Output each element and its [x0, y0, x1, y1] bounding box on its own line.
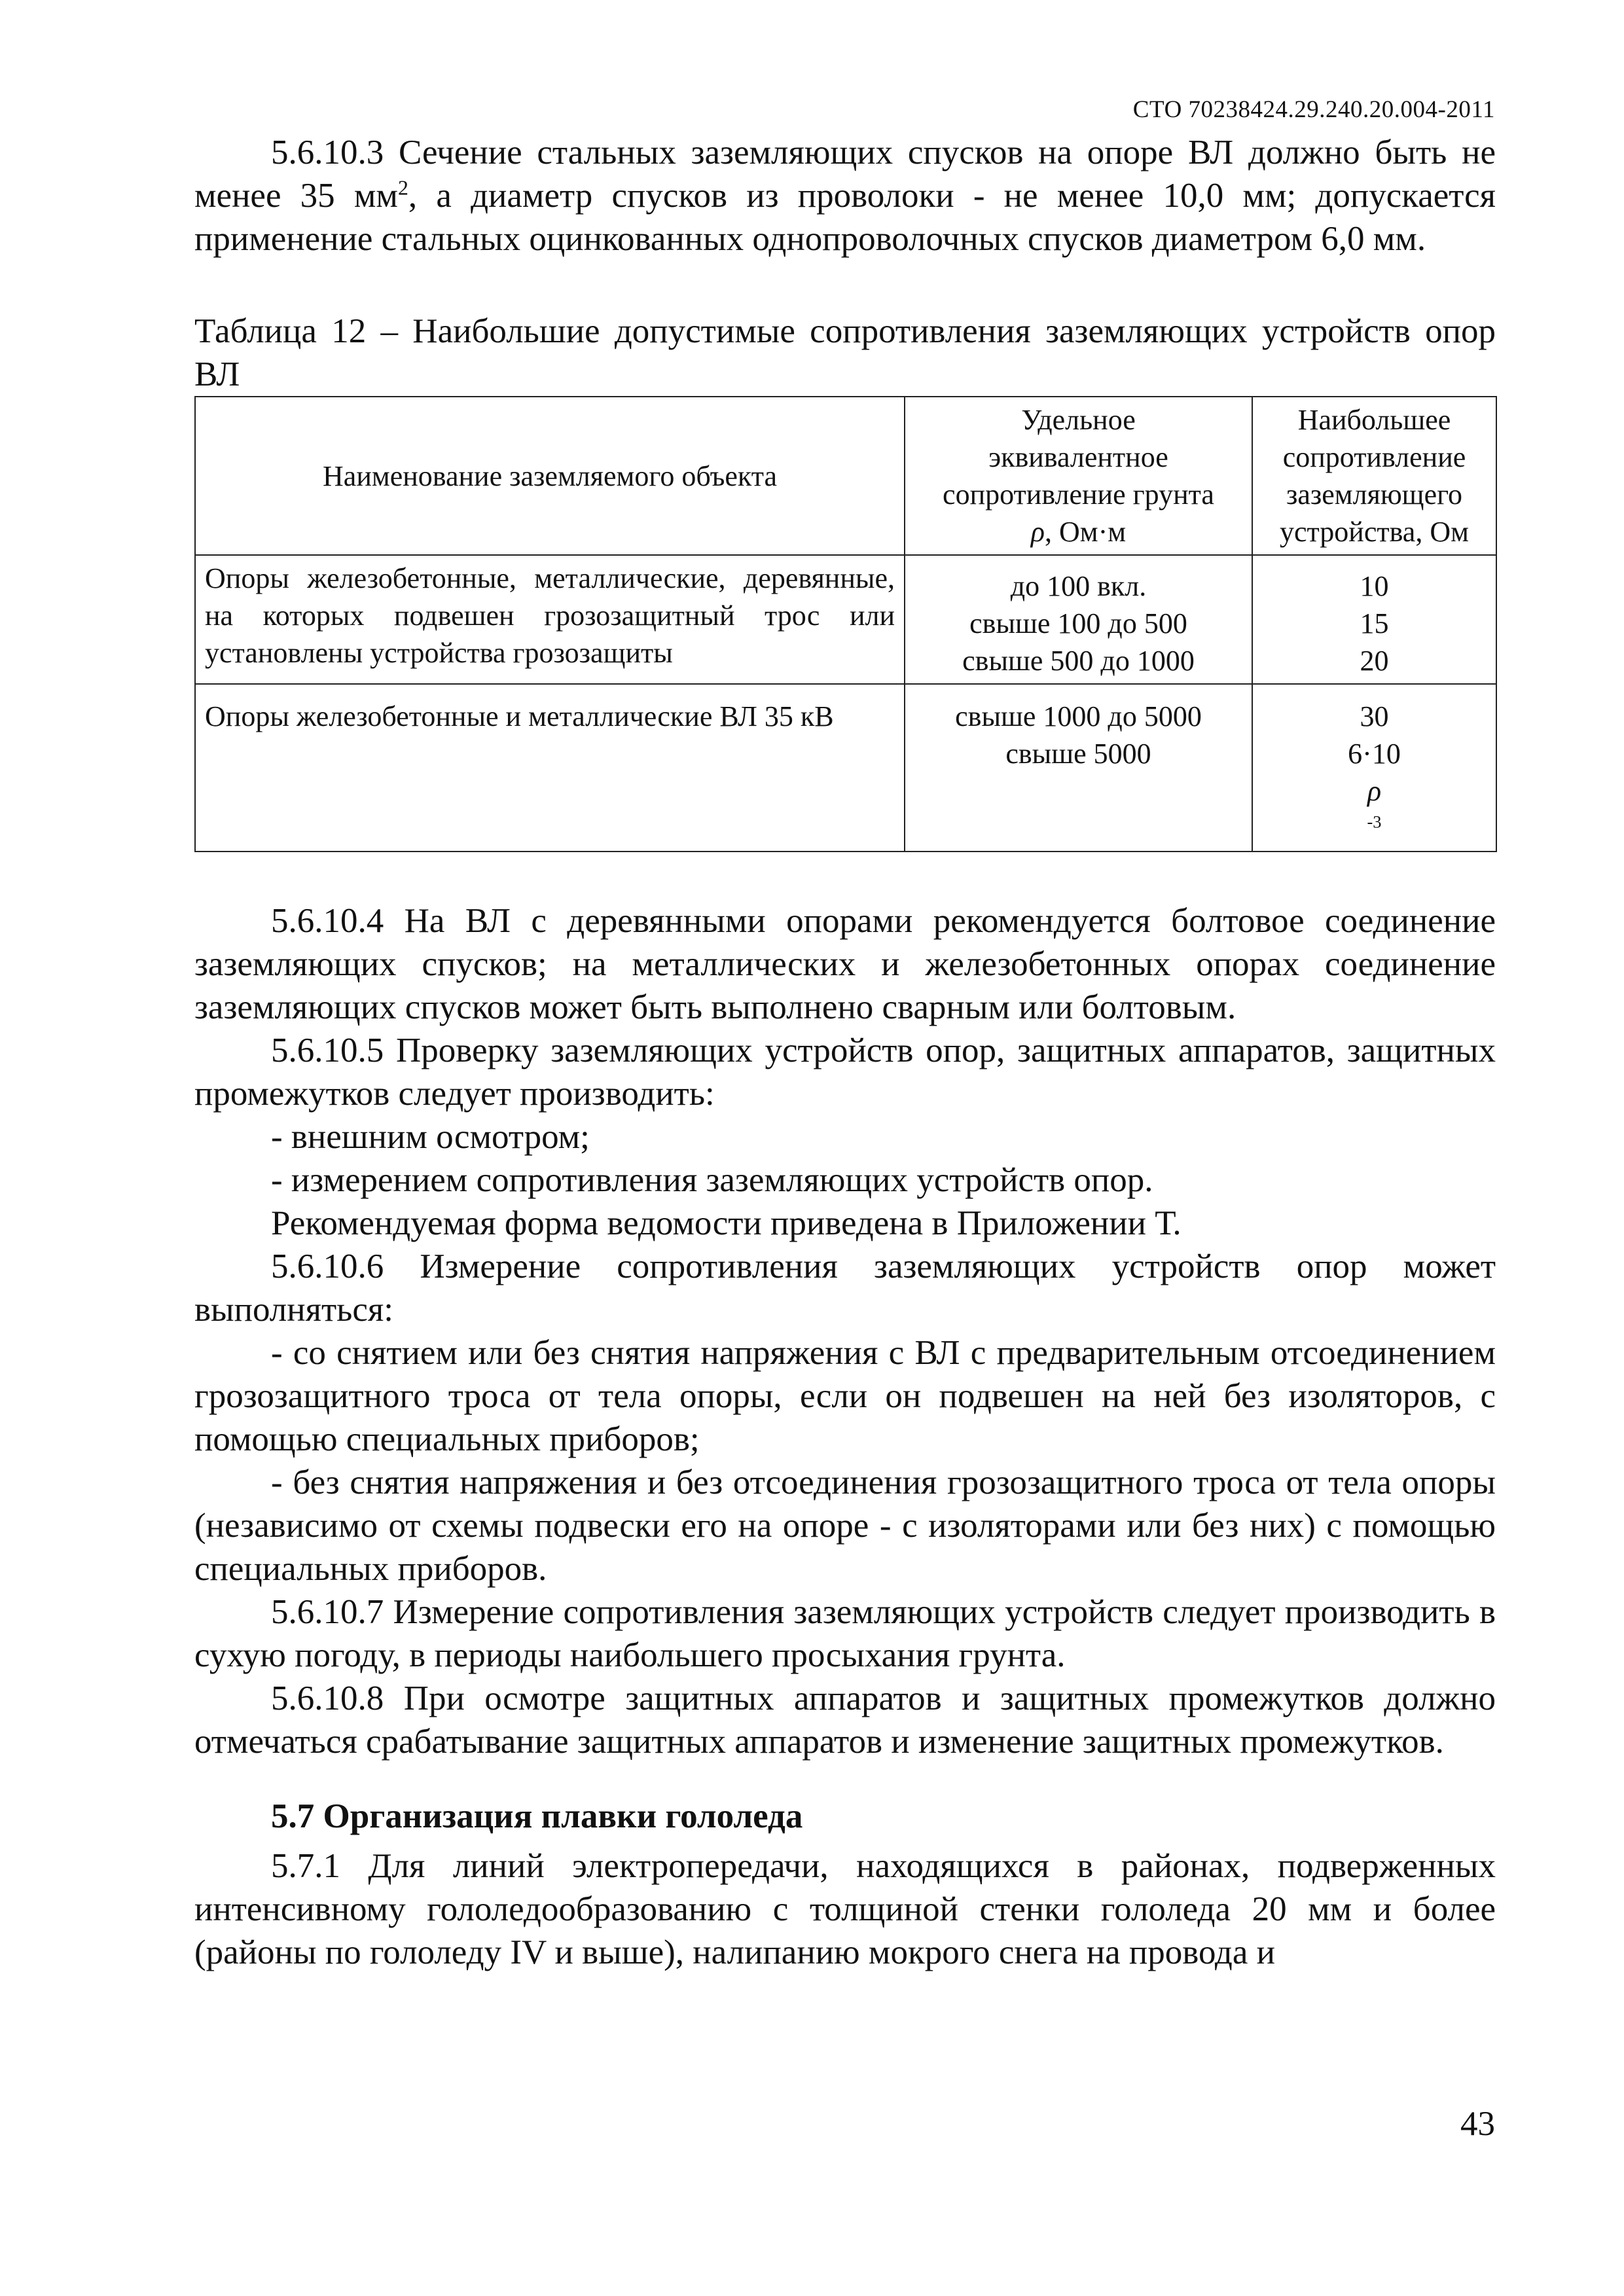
resistivity-value: до 100 вкл.: [1010, 570, 1147, 602]
rho-symbol: ρ: [1367, 775, 1382, 807]
header-resistivity: [905, 397, 1252, 555]
resistance-value: 20: [1360, 645, 1389, 677]
list-item: - измерением сопротивления заземляющих устройств опор.: [271, 1161, 1153, 1199]
header-line: заземляющего: [1286, 478, 1463, 511]
table-caption: Таблица 12 – Наибольшие допустимые сопротивления заземляющих устройств опор ВЛ: [194, 312, 1496, 393]
paragraph-5-6-10-6: 5.6.10.6 Измерение сопротивления заземляющих устройств опор может выполняться:: [194, 1247, 1496, 1329]
row-object-name: Опоры железобетонные и металлические ВЛ 35 кВ: [195, 684, 905, 852]
list-item: - без снятия напряжения и без отсоединения грозозащитного троса от тела опоры (независимо от схемы подвески его на опоре - с изоляторами или без них) с помощью специальных приборов.: [194, 1463, 1496, 1588]
paragraph-text: Сечение стальных заземляющих спусков на опоре ВЛ должно быть не менее 35 мм: [194, 134, 1496, 215]
header-line: устройства, Ом: [1280, 516, 1469, 548]
paragraph-text-cont: , а диаметр спусков из проволоки - не менее 10,0 мм; допускается применение стальных оцинкованных однопроволочных спусков диаметром 6,0 мм.: [194, 177, 1496, 258]
resistivity-value: свыше 500 до 1000: [962, 645, 1195, 677]
rho-symbol: ρ: [1030, 516, 1045, 548]
paragraph-number: 5.6.10.3: [271, 134, 384, 171]
page-content: [194, 131, 1496, 1974]
row-resistivity: [905, 684, 1252, 852]
paragraph-5-6-10-7: 5.6.10.7 Измерение сопротивления заземляющих устройств следует производить в сухую погоду, в периоды наибольшего просыхания грунта.: [194, 1593, 1496, 1674]
paragraph-5-6-10-3: [194, 131, 1496, 260]
formula-exponent: -3: [1367, 812, 1382, 832]
header-line: Наибольшее: [1297, 404, 1451, 436]
paragraph-5-6-10-5: 5.6.10.5 Проверку заземляющих устройств опор, защитных аппаратов, защитных промежутков следует производить:: [194, 1031, 1496, 1113]
superscript: 2: [397, 176, 408, 200]
header-object-name: Наименование заземляемого объекта: [195, 397, 905, 555]
row-object-name: Опоры железобетонные, металлические, деревянные, на которых подвешен грозозащитный трос или установлены устройства грозозащиты: [195, 555, 905, 684]
resistance-value: 15: [1360, 607, 1389, 639]
grounding-table: [194, 396, 1497, 852]
list-item: - внешним осмотром;: [271, 1118, 590, 1156]
header-line: эквивалентное: [988, 441, 1168, 473]
row-resistivity: [905, 555, 1252, 684]
paragraph-5-6-10-8: 5.6.10.8 При осмотре защитных аппаратов и защитных промежутков должно отмечаться срабатывание защитных аппаратов и изменение защитных промежутков.: [194, 1679, 1496, 1761]
document-code: СТО 70238424.29.240.20.004-2011: [1132, 96, 1495, 123]
paragraph-form-reference: Рекомендуемая форма ведомости приведена в Приложении Т.: [271, 1204, 1182, 1242]
header-max-resistance: [1252, 397, 1496, 555]
resistance-value: 10: [1360, 570, 1389, 602]
paragraph-5-7-1: 5.7.1 Для линий электропередачи, находящихся в районах, подверженных интенсивному гололедообразованию с толщиной стенки гололеда 20 мм и более (районы по гололеду IV и выше), налипанию мокрого снега на провода и: [194, 1847, 1496, 1971]
header-line-unit: [914, 513, 1242, 550]
resistance-value: 30: [1360, 700, 1389, 732]
list-item: - со снятием или без снятия напряжения с ВЛ с предварительным отсоединением грозозащитного троса от тела опоры, если он подвешен на ней без изоляторов, с помощью специальных приборов;: [194, 1334, 1496, 1458]
page-number: 43: [1460, 2105, 1495, 2143]
table-row: [195, 684, 1496, 852]
resistivity-value: свыше 5000: [1005, 738, 1151, 770]
section-title-5-7: 5.7 Организация плавки гололеда: [271, 1797, 803, 1835]
unit: , Ом·м: [1045, 516, 1127, 548]
table-row: [195, 555, 1496, 684]
row-max-resistance: [1252, 684, 1496, 852]
resistivity-value: свыше 1000 до 5000: [955, 700, 1202, 732]
resistance-formula: [1262, 735, 1487, 847]
header-line: сопротивление: [1282, 441, 1466, 473]
header-line: Удельное: [1021, 404, 1136, 436]
formula-base: 6·10: [1348, 738, 1401, 770]
header-line: сопротивление грунта: [943, 478, 1214, 511]
paragraph-5-6-10-4: 5.6.10.4 На ВЛ с деревянными опорами рекомендуется болтовое соединение заземляющих спусков; на металлических и железобетонных опорах соединение заземляющих спусков может быть выполнено сварным или болтовым.: [194, 902, 1496, 1026]
row-max-resistance: [1252, 555, 1496, 684]
resistivity-value: свыше 100 до 500: [969, 607, 1187, 639]
table-header-row: [195, 397, 1496, 555]
